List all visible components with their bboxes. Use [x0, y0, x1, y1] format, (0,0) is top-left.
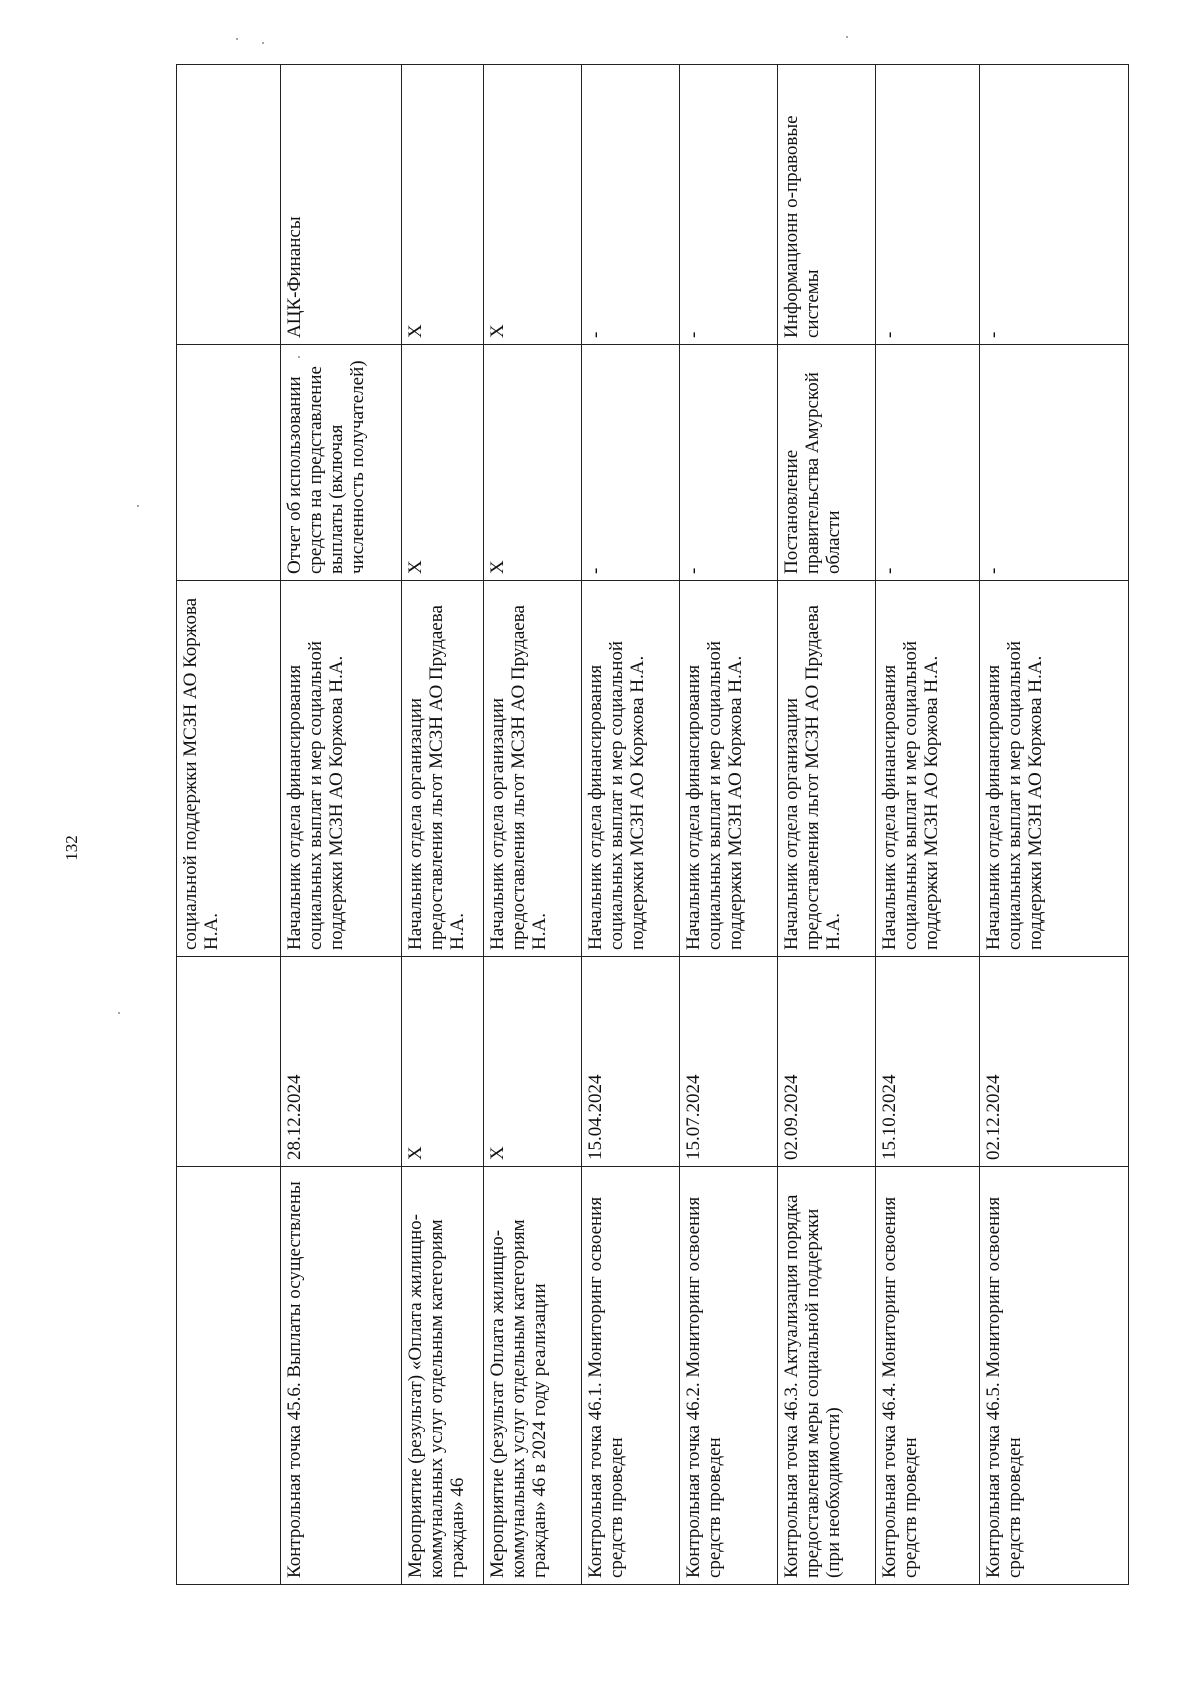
cell-system: - — [876, 65, 980, 345]
cell-system: - — [980, 65, 1129, 345]
cell-date: X — [402, 957, 484, 1167]
cell-date: 15.07.2024 — [680, 957, 778, 1167]
cell-event: Контрольная точка 46.4. Мониторинг освоения средств проведен — [876, 1167, 980, 1585]
scan-speck — [262, 42, 264, 44]
scan-speck — [137, 505, 139, 507]
cell-document: X — [402, 345, 484, 581]
scan-speck — [236, 38, 238, 40]
cell-responsible: социальной поддержки МСЗН АО Коржова Н.А. — [177, 581, 281, 957]
cell-responsible: Начальник отдела финансирования социальных выплат и мер социальной поддержки МСЗН АО Коржова Н.А. — [281, 581, 402, 957]
cell-event: Контрольная точка 46.3. Актуализация порядка предоставления меры социальной поддержки (при необходимости) — [778, 1167, 876, 1585]
scan-speck — [846, 36, 848, 38]
cell-document: - — [876, 345, 980, 581]
cell-date: X — [484, 957, 582, 1167]
cell-event: Контрольная точка 45.6. Выплаты осуществлены — [281, 1167, 402, 1585]
cell-system: Информационн о-правовые системы — [778, 65, 876, 345]
cell-responsible: Начальник отдела организации предоставления льгот МСЗН АО Прудаева Н.А. — [402, 581, 484, 957]
scan-speck — [298, 356, 300, 358]
table-row — [680, 65, 778, 1585]
cell-date: 02.09.2024 — [778, 957, 876, 1167]
cell-document: Постановление правительства Амурской области — [778, 345, 876, 581]
cell-responsible: Начальник отдела организации предоставления льгот МСЗН АО Прудаева Н.А. — [778, 581, 876, 957]
cell-date: 15.04.2024 — [582, 957, 680, 1167]
cell-document: X — [484, 345, 582, 581]
cell-system: - — [680, 65, 778, 345]
cell-event: Мероприятие (результат Оплата жилищно-коммунальных услуг отдельным категориям граждан» 46 в 2024 году реализации — [484, 1167, 582, 1585]
cell-event: Мероприятие (результат) «Оплата жилищно-коммунальных услуг отдельным категориям граждан» 46 — [402, 1167, 484, 1585]
cell-system: - — [582, 65, 680, 345]
cell-document — [177, 345, 281, 581]
cell-system: АЦК-Финансы — [281, 65, 402, 345]
cell-system: X — [484, 65, 582, 345]
table-body — [177, 65, 1129, 1585]
table-row — [876, 65, 980, 1585]
table-row — [281, 65, 402, 1585]
cell-responsible: Начальник отдела финансирования социальных выплат и мер социальной поддержки МСЗН АО Коржова Н.А. — [680, 581, 778, 957]
cell-responsible: Начальник отдела организации предоставления льгот МСЗН АО Прудаева Н.А. — [484, 581, 582, 957]
cell-document: - — [680, 345, 778, 581]
cell-document: Отчет об использовании средств на представление выплаты (включая численность получателей) — [281, 345, 402, 581]
rotated-table-container — [176, 65, 1128, 1585]
cell-system — [177, 65, 281, 345]
table-row — [778, 65, 876, 1585]
cell-responsible: Начальник отдела финансирования социальных выплат и мер социальной поддержки МСЗН АО Коржова Н.А. — [980, 581, 1129, 957]
cell-event: Контрольная точка 46.5. Мониторинг освоения средств проведен — [980, 1167, 1129, 1585]
table-row — [582, 65, 680, 1585]
table-row — [980, 65, 1129, 1585]
cell-date: 15.10.2024 — [876, 957, 980, 1167]
cell-date: 28.12.2024 — [281, 957, 402, 1167]
page-number: 132 — [62, 835, 81, 861]
cell-event: Контрольная точка 46.2. Мониторинг освоения средств проведен — [680, 1167, 778, 1585]
cell-date — [177, 957, 281, 1167]
cell-date: 02.12.2024 — [980, 957, 1129, 1167]
cell-responsible: Начальник отдела финансирования социальных выплат и мер социальной поддержки МСЗН АО Коржова Н.А. — [876, 581, 980, 957]
cell-event: Контрольная точка 46.1. Мониторинг освоения средств проведен — [582, 1167, 680, 1585]
cell-document: - — [582, 345, 680, 581]
scan-speck — [118, 1012, 120, 1014]
table-row — [402, 65, 484, 1585]
cell-system: X — [402, 65, 484, 345]
table-row — [484, 65, 582, 1585]
cell-document: - — [980, 345, 1129, 581]
control-points-table — [176, 64, 1129, 1585]
cell-responsible: Начальник отдела финансирования социальных выплат и мер социальной поддержки МСЗН АО Коржова Н.А. — [582, 581, 680, 957]
table-row — [177, 65, 281, 1585]
cell-event — [177, 1167, 281, 1585]
